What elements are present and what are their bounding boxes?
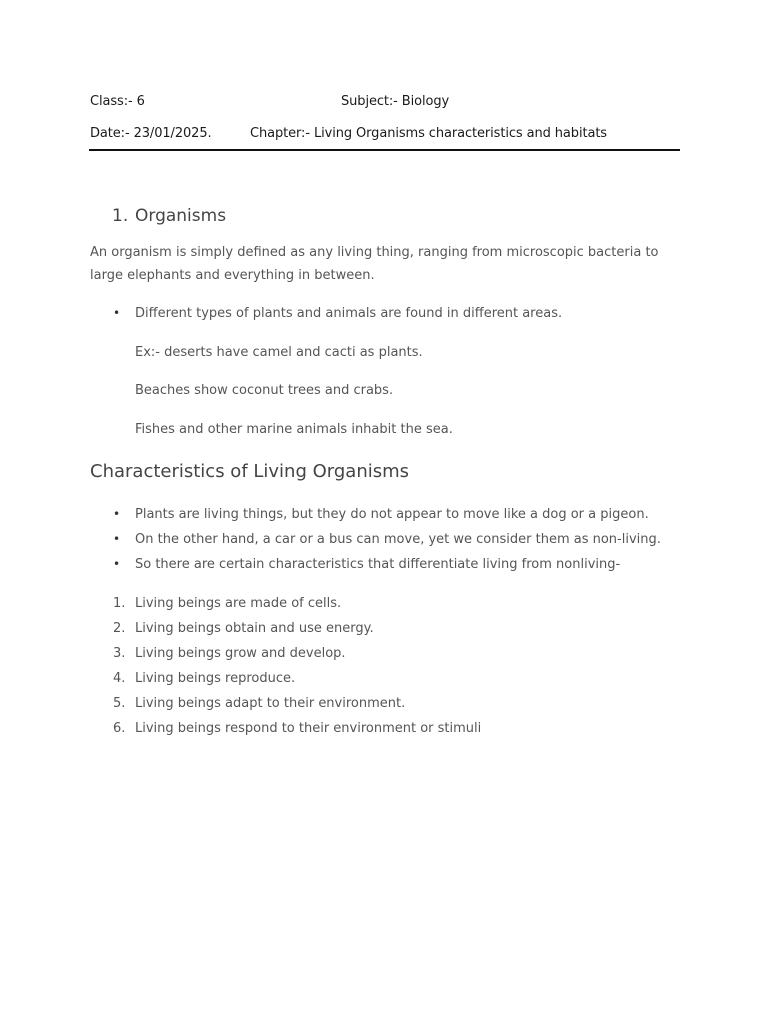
bullet-icon: • xyxy=(113,532,121,546)
section-title: Organisms xyxy=(135,206,227,226)
item-text: Living beings grow and develop. xyxy=(135,646,346,661)
bullet-icon: • xyxy=(113,306,121,320)
item-number: 4. xyxy=(113,671,126,686)
section-heading-characteristics: Characteristics of Living Organisms xyxy=(90,461,410,482)
example-line: Ex:- deserts have camel and cacti as plants. xyxy=(135,345,423,360)
item-number: 5. xyxy=(113,696,126,711)
item-number: 1. xyxy=(113,596,126,611)
item-number: 6. xyxy=(113,721,126,736)
date-label: Date:- 23/01/2025. xyxy=(90,126,212,141)
item-number: 3. xyxy=(113,646,126,661)
item-text: Living beings are made of cells. xyxy=(135,596,342,611)
item-text: Living beings respond to their environment or stimuli xyxy=(135,721,482,736)
class-label: Class:- 6 xyxy=(90,94,145,109)
example-line: Fishes and other marine animals inhabit the sea. xyxy=(135,422,453,437)
bullet-text: So there are certain characteristics that differentiate living from nonliving- xyxy=(135,557,621,572)
section-heading-organisms xyxy=(112,206,412,230)
header-divider xyxy=(89,149,680,151)
item-number: 2. xyxy=(113,621,126,636)
bullet-text: On the other hand, a car or a bus can move, yet we consider them as non-living. xyxy=(135,532,661,547)
bullet-text: Different types of plants and animals are found in different areas. xyxy=(135,306,563,321)
bullet-text: Plants are living things, but they do not appear to move like a dog or a pigeon. xyxy=(135,507,649,522)
chapter-label: Chapter:- Living Organisms characteristics and habitats xyxy=(250,126,607,141)
bullet-icon: • xyxy=(113,557,121,571)
section-number: 1. xyxy=(112,206,129,226)
bullet-icon: • xyxy=(113,507,121,521)
intro-paragraph: An organism is simply defined as any living thing, ranging from microscopic bacteria to large elephants and everything in between. xyxy=(90,245,659,283)
item-text: Living beings obtain and use energy. xyxy=(135,621,374,636)
example-line: Beaches show coconut trees and crabs. xyxy=(135,383,394,398)
item-text: Living beings reproduce. xyxy=(135,671,296,686)
subject-label: Subject:- Biology xyxy=(341,94,450,109)
item-text: Living beings adapt to their environment. xyxy=(135,696,406,711)
